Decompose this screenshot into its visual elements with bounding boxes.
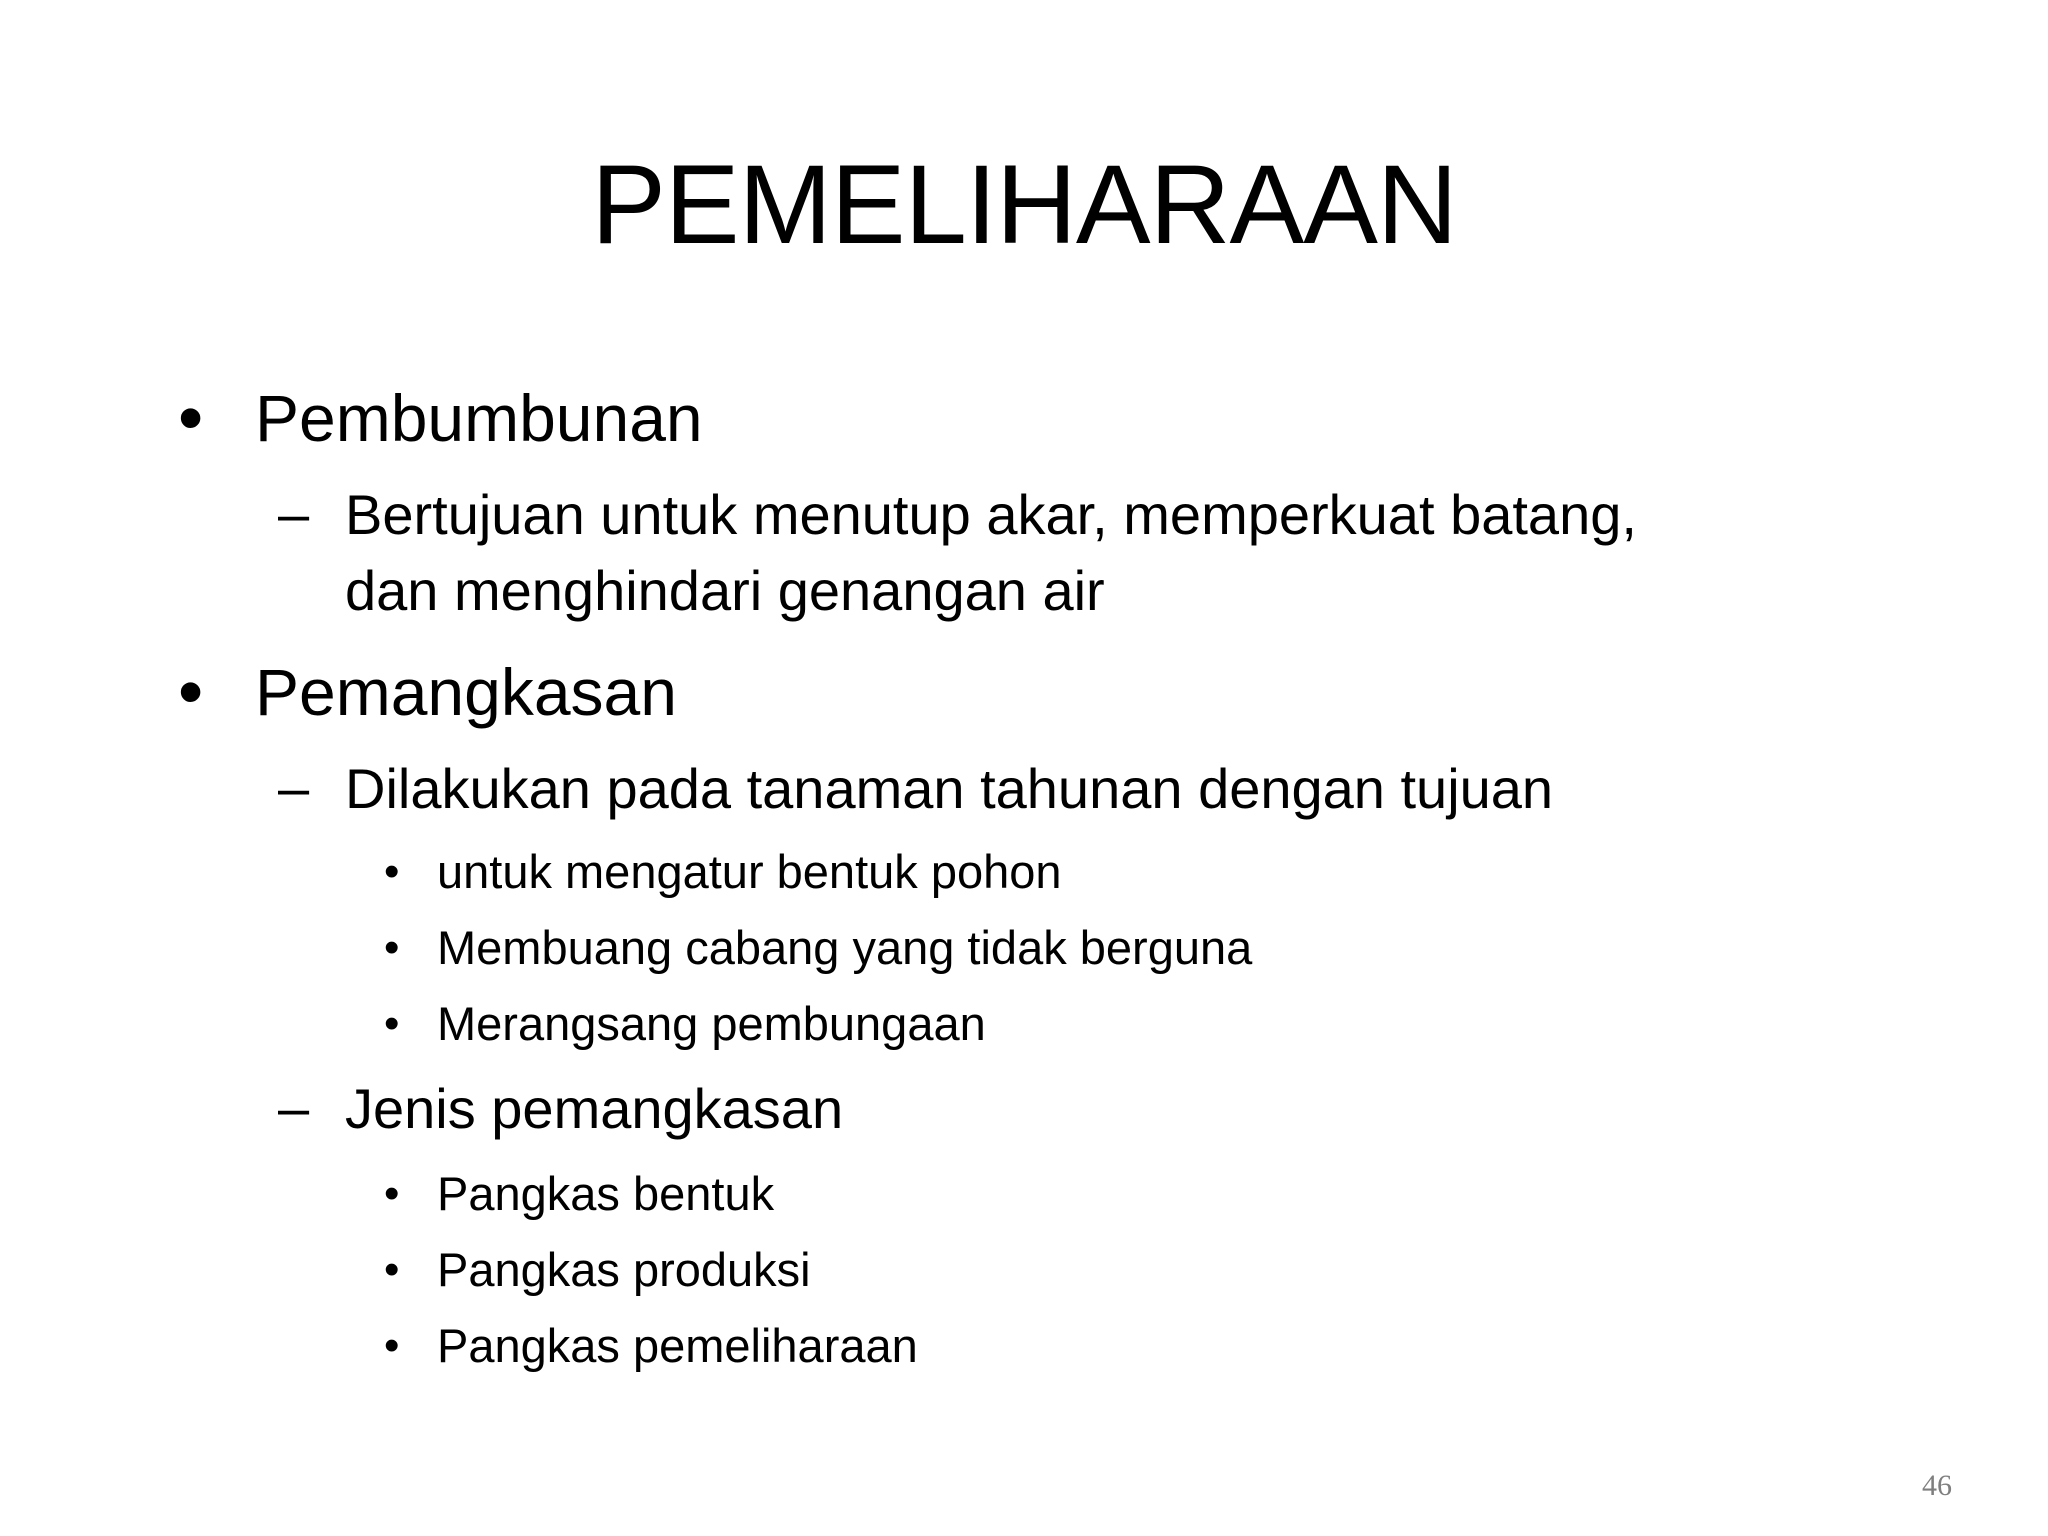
bullet-marker: •	[384, 1321, 400, 1370]
sub-bullet-text: Bertujuan untuk menutup akar, memperkuat batang,	[345, 483, 1637, 546]
bullet-label: Pembumbunan	[255, 381, 703, 455]
list-item-text: Pangkas pemeliharaan	[437, 1319, 918, 1372]
sub-bullet-text: Jenis pemangkasan	[345, 1077, 844, 1140]
list-item-text: untuk mengatur bentuk pohon	[437, 845, 1062, 898]
bullet-marker: •	[384, 1169, 400, 1218]
bullet-marker: •	[384, 847, 400, 896]
bullet-marker: •	[384, 1245, 400, 1294]
bullet-label: Pemangkasan	[255, 655, 677, 729]
bullet-marker: •	[178, 652, 204, 732]
list-item-text: Membuang cabang yang tidak berguna	[437, 921, 1253, 974]
slide-title: PEMELIHARAAN	[591, 142, 1457, 267]
bullet-marker: •	[384, 999, 400, 1048]
bullet-marker: •	[178, 378, 204, 458]
dash-marker: –	[278, 756, 310, 819]
dash-marker: –	[278, 1076, 310, 1139]
dash-marker: –	[278, 482, 310, 545]
list-item-text: Pangkas produksi	[437, 1243, 811, 1296]
list-item-text: Merangsang pembungaan	[437, 997, 986, 1050]
sub-bullet-text: Dilakukan pada tanaman tahunan dengan tujuan	[345, 757, 1554, 820]
bullet-marker: •	[384, 923, 400, 972]
page-number: 46	[1922, 1469, 1952, 1502]
list-item-text: Pangkas bentuk	[437, 1167, 775, 1220]
sub-bullet-text: dan menghindari genangan air	[345, 559, 1105, 622]
